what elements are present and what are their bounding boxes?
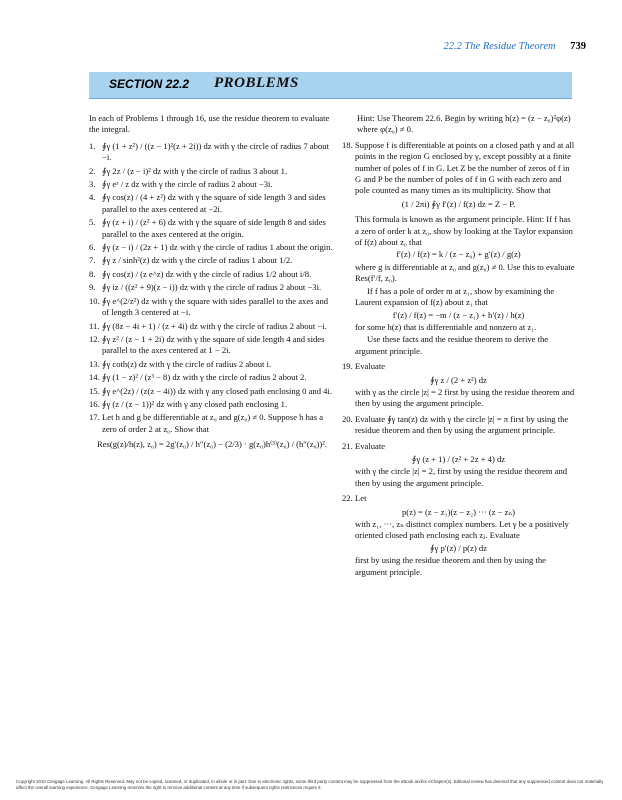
problem-text: ∮γ (1 + z²) / ((z − 1)²(z + 2i)) dz with γ the circle of radius 7 about −i.: [102, 140, 329, 163]
p19-text: Evaluate: [355, 361, 386, 372]
problem-number: 12.: [89, 333, 100, 344]
p22b-text: with z₁, ···, zₙ distinct complex numbers. Let γ be a positively oriented closed path enclosing each zⱼ. Evaluate: [355, 519, 569, 541]
page-number: 739: [570, 41, 586, 52]
problem-21: 21. Evaluate: [342, 440, 386, 451]
problem-text: ∮γ cos(z) / (4 + z²) dz with γ the square of side length 3 and sides parallel to the axes centered at −2i.: [102, 192, 326, 214]
running-title: 22.2 The Residue Theorem: [443, 41, 556, 52]
p19b-text: with γ as the circle |z| = 2 first by using the residue theorem and then by using the argument principle.: [355, 386, 575, 409]
problem-item: [89, 296, 335, 319]
problem-text: Let h and g be differentiable at z₀ and g(z₀) ≠ 0. Suppose h has a zero of order 2 at z₀. Show that: [102, 412, 324, 434]
problem-text: ∮γ (z / (z − 1))² dz with γ any closed path enclosing 1.: [102, 398, 288, 409]
problem-18: 18. Suppose f is differentiable at points on a closed path γ and at all points in the region G enclosed by γ, except possibly at a finite number of poles of f in G. Let Z be the number of zeros of f in G and P be the number of poles of f in G with each zero and pole counted as many times as its multiplicity. Show that: [342, 139, 575, 196]
problem-item: [89, 192, 335, 215]
problem-19: 19. Evaluate: [342, 361, 386, 372]
p21b-text: with γ the circle |z| = 2, first by using the residue theorem and then by using the argument principle.: [355, 466, 568, 488]
p18-text: Suppose f is differentiable at points on a closed path γ and at all points in the region G enclosed by γ, except possibly at a finite number of poles of f in G. Let Z be the number of zeros of f in G and P be the number of poles of f in G with each zero and pole counted as many times as its multiplicity. Show that: [355, 139, 575, 196]
p18c-text: where g is differentiable at z₀ and g(z₀) ≠ 0. Use this to evaluate Res(f′/f, z₀).: [355, 261, 575, 284]
problem-item: [89, 412, 335, 435]
problem-text: ∮γ (8z − 4i + 1) / (z + 4i) dz with γ the circle of radius 2 about −i.: [102, 320, 327, 331]
problem-number: 13.: [89, 358, 100, 369]
problem-text: ∮γ z / sinh²(z) dz with γ the circle of radius 1 about 1/2.: [102, 255, 293, 266]
problem-item: [89, 242, 335, 253]
problem-item: [89, 399, 335, 410]
problem-item: [89, 217, 335, 240]
p18e-text: for some h(z) that is differentiable and nonzero at z₁.: [355, 321, 537, 332]
problem-text: ∮γ iz / ((z² + 9)(z − i)) dz with γ the circle of radius 2 about −3i.: [102, 282, 322, 293]
problem-item: [89, 255, 335, 266]
formula-18c: f′(z) / f(z) = −m / (z − z₁) + h′(z) / h(z): [392, 309, 525, 320]
problem-item: [89, 269, 335, 280]
problem-number: 4.: [89, 192, 96, 203]
problem-item: [89, 372, 335, 383]
problem-item: [89, 386, 335, 397]
problem-item: [89, 179, 335, 190]
p20-text: Evaluate ∮γ tan(z) dz with γ the circle |z| = π first by using the residue theorem and then by using the argument principle.: [355, 413, 569, 436]
problem-text: ∮γ z² / (z − 1 + 2i) dz with γ the square of side length 4 and sides parallel to the axes centered at 1 − 2i.: [102, 333, 325, 356]
problem-22: 22. Let: [342, 493, 367, 504]
copyright-footer: Copyright 2010 Cengage Learning. All Rights Reserved. May not be copied, scanned, or duplicated, in whole or in part. Due to electronic rights, some third party content may be suppressed from the eBook and/or eChapter(s). Editorial review has deemed that any suppressed content does not materially affect the overall learning experience. Cengage Learning reserves the right to remove additional content at any time if subsequent rights restrictions require it.: [16, 779, 604, 790]
problem-number: 3.: [89, 179, 96, 190]
problem-text: ∮γ e^(2z) / (z(z − 4i)) dz with γ any closed path enclosing 0 and 4i.: [102, 385, 332, 396]
problem-item: [89, 166, 335, 177]
problem-text: ∮γ cos(z) / (z e^z) dz with γ the circle of radius 1/2 about i/8.: [102, 268, 312, 279]
problem-text: ∮γ coth(z) dz with γ the circle of radius 2 about i.: [102, 358, 272, 369]
problem-text: ∮γ (z + i) / (z² + 6) dz with γ the square of side length 8 and sides parallel to the axes centered at the origin.: [102, 217, 326, 239]
problem-text: ∮γ eᶻ / z dz with γ the circle of radius 2 about −3i.: [102, 179, 273, 190]
problem-number: 15.: [89, 385, 100, 396]
problem-number: 8.: [89, 268, 96, 279]
problem-text: ∮γ (1 − z)² / (z³ − 8) dz with γ the circle of radius 2 about 2.: [102, 372, 307, 383]
p22c-text: first by using the residue theorem and then by using the argument principle.: [355, 555, 546, 577]
hint-top: Hint: Use Theorem 22.6. Begin by writing h(z) = (z − z₀)²φ(z) where φ(z₀) ≠ 0.: [357, 113, 571, 135]
problem-item: [89, 321, 335, 332]
problem-number: 16.: [89, 398, 100, 409]
p18d-text: If f has a pole of order m at z₁, show by examining the Laurent expansion of f(z) about z₁ that: [355, 285, 555, 308]
problem-number: 11.: [89, 320, 100, 331]
problem-number: 10.: [89, 295, 100, 306]
p21-text: Evaluate: [355, 440, 386, 451]
problem-text: ∮γ 2z / (z − i)² dz with γ the circle of radius 3 about 1.: [102, 165, 288, 176]
formula-22b: ∮γ p′(z) / p(z) dz: [430, 542, 487, 553]
formula-18: (1 / 2πi) ∮γ f′(z) / f(z) dz = Z − P.: [401, 198, 516, 209]
formula-19: ∮γ z / (2 + z²) dz: [430, 374, 487, 385]
right-column: [342, 113, 575, 579]
problem-item: [89, 359, 335, 370]
intro-text: In each of Problems 1 through 16, use the residue theorem to evaluate the integral.: [89, 113, 330, 135]
problem-number: 14.: [89, 372, 100, 383]
problem-number: 2.: [89, 165, 96, 176]
problem-item: [89, 141, 335, 164]
p18f-text: Use these facts and the residue theorem to derive the argument principle.: [355, 334, 549, 356]
section-banner: [89, 72, 572, 99]
problem-number: 6.: [89, 242, 96, 253]
problem-20: 20. Evaluate ∮γ tan(z) dz with γ the circle |z| = π first by using the residue theorem and then by using the argument principle.: [342, 413, 569, 436]
problem-text: ∮γ (z − i) / (2z + 1) dz with γ the circle of radius 1 about the origin.: [102, 242, 333, 253]
formula-22: p(z) = (z − z₁)(z − z₂) ··· (z − zₙ): [401, 506, 516, 517]
problem-text: ∮γ e^(2/z²) dz with γ the square with sides parallel to the axes and of length 3 centered at −i.: [102, 295, 329, 318]
problem-number: 17.: [89, 412, 100, 423]
formula-21: ∮γ (z + 1) / (z² + 2z + 4) dz: [411, 453, 506, 464]
problem-item: [89, 282, 335, 293]
p18b-text: This formula is known as the argument principle. Hint: If f has a zero of order k at z₀, show by looking at the Taylor expansion of f(z) about z₀ that: [355, 214, 573, 248]
problem-item: [89, 334, 335, 357]
p22-text: Let: [355, 493, 367, 504]
item17-formula: Res(g(z)/h(z), z₀) = 2g′(z₀) / h″(z₀) − (2/3) · g(z₀)h⁽³⁾(z₀) / (h″(z₀))².: [96, 439, 328, 450]
section-title: PROBLEMS: [214, 75, 299, 91]
problem-list: [89, 141, 335, 435]
running-header: [443, 41, 586, 52]
problem-number: 7.: [89, 255, 96, 266]
formula-18b: f′(z) / f(z) = k / (z − z₀) + g′(z) / g(z): [396, 249, 521, 260]
section-label: SECTION 22.2: [109, 77, 190, 91]
left-column: [89, 113, 335, 452]
problem-number: 9.: [89, 282, 96, 293]
problem-number: 5.: [89, 217, 96, 228]
problem-number: 1.: [89, 140, 96, 151]
